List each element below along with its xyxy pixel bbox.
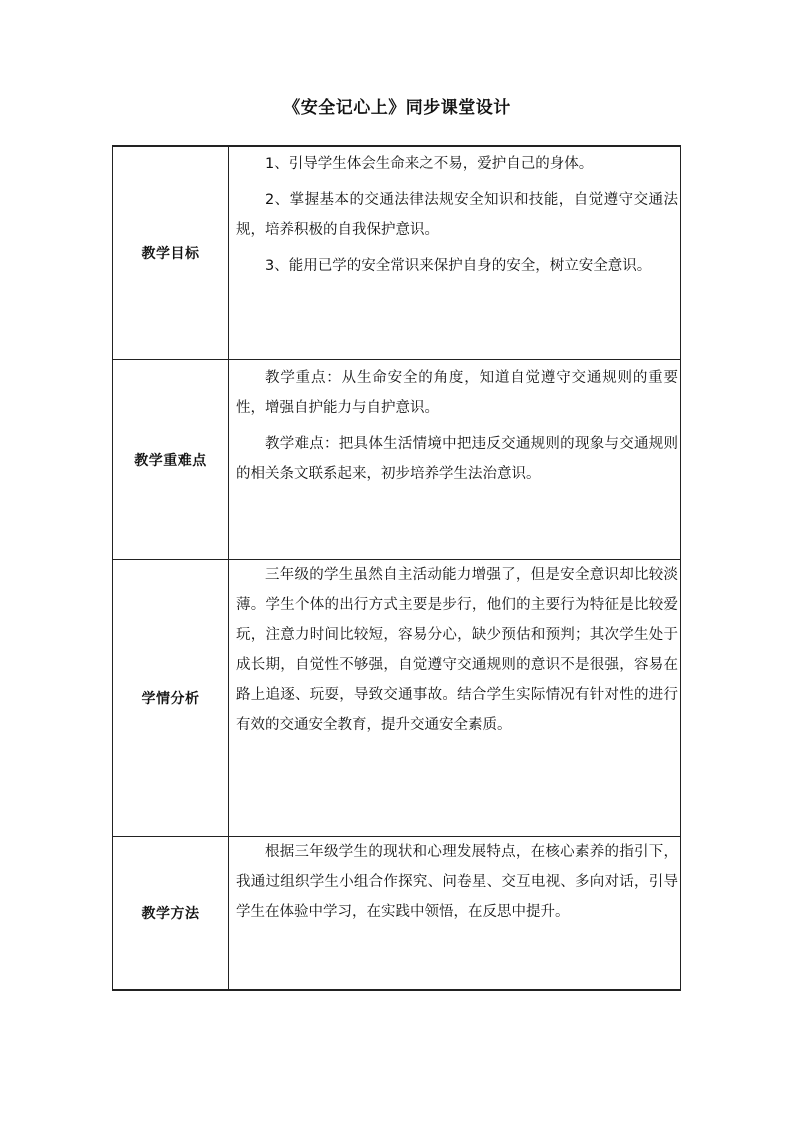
table-row-teaching-goals: [113, 146, 681, 360]
goal-paragraph-2: 2、掌握基本的交通法律法规安全知识和技能，自觉遵守交通法规，培养积极的自我保护意识。: [236, 192, 678, 238]
row-content-teaching-goals: [229, 146, 681, 360]
row-content-key-difficult-points: [229, 360, 681, 560]
table-row-key-difficult-points: [113, 360, 681, 560]
document-title: 《安全记心上》同步课堂设计: [283, 98, 511, 118]
row-label-student-analysis: 学情分析: [113, 560, 229, 837]
goal-paragraph-3: 3、能用已学的安全常识来保护自身的安全，树立安全意识。: [265, 258, 652, 274]
table-row-teaching-methods: [113, 837, 681, 991]
row-content-student-analysis: [229, 560, 681, 837]
lesson-design-table: [112, 145, 681, 991]
row-content-teaching-methods: [229, 837, 681, 991]
table-row-student-analysis: [113, 560, 681, 837]
analysis-paragraph: 三年级的学生虽然自主活动能力增强了，但是安全意识却比较淡薄。学生个体的出行方式主要是步行，他们的主要行为特征是比较爱玩，注意力时间比较短，容易分心，缺少预估和预判；其次学生处于成长期，自觉性不够强，自觉遵守交通规则的意识不是很强，容易在路上追逐、玩耍，导致交通事故。结合学生实际情况有针对性的进行有效的交通安全教育，提升交通安全素质。: [236, 567, 678, 733]
methods-paragraph: 根据三年级学生的现状和心理发展特点，在核心素养的指引下，我通过组织学生小组合作探究、问卷星、交互电视、多向对话，引导学生在体验中学习，在实践中领悟，在反思中提升。: [236, 844, 678, 920]
goal-paragraph-1: 1、引导学生体会生命来之不易，爱护自己的身体。: [265, 156, 594, 172]
key-point-paragraph: 教学重点：从生命安全的角度，知道自觉遵守交通规则的重要性，增强自护能力与自护意识。: [236, 370, 678, 416]
row-label-teaching-methods: 教学方法: [113, 837, 229, 991]
difficult-point-paragraph: 教学难点：把具体生活情境中把违反交通规则的现象与交通规则的相关条文联系起来，初步培养学生法治意识。: [236, 436, 678, 482]
row-label-teaching-goals: 教学目标: [113, 146, 229, 360]
row-label-key-difficult-points: 教学重难点: [113, 360, 229, 560]
